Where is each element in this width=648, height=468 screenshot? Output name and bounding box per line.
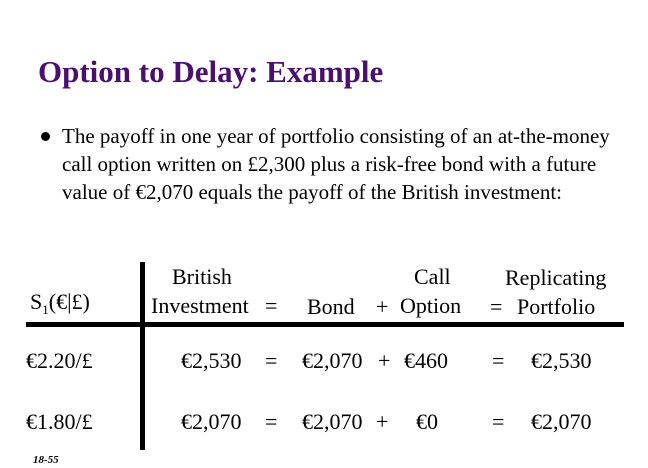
header-spot-rate [30,289,90,315]
header-replicating-line1: Replicating [505,265,607,290]
row2-rate: €1.80/£ [26,409,93,434]
row2-equals-2: = [492,409,505,434]
header-s-unit: (€|£) [48,289,90,314]
row2-option: €0 [416,409,438,434]
bullet-text: The payoff in one year of portfolio consisting of an at-the-money call option written on £2,300 plus a risk-free bond with a future value of €2,070 equals the payoff of the British investment: [62,124,610,204]
header-call-line1: Call [414,264,451,289]
table-horizontal-rule [26,322,624,327]
header-replicating-line2: Portfolio [517,294,596,319]
row2-plus: + [376,409,389,434]
header-equals-1: = [265,293,278,318]
row1-british: €2,530 [181,348,242,373]
header-call-line2: Option [400,293,462,318]
row1-option: €460 [404,348,448,373]
slide-number: 18-55 [33,454,59,466]
row1-bond: €2,070 [302,348,363,373]
row2-portfolio: €2,070 [531,409,592,434]
header-british-line1: British [172,264,232,289]
row1-rate: €2.20/£ [26,348,93,373]
row2-equals-1: = [265,409,278,434]
row2-british: €2,070 [181,409,242,434]
row1-plus: + [378,348,391,373]
header-bond: Bond [307,294,355,319]
row1-portfolio: €2,530 [531,348,592,373]
bullet-icon [41,132,50,141]
table-vertical-rule [140,262,145,450]
row2-bond: €2,070 [302,409,363,434]
header-s-subscript: 1 [42,302,49,317]
slide-title: Option to Delay: Example [38,54,384,89]
header-plus: + [376,294,389,319]
row1-equals-1: = [265,348,278,373]
header-equals-2: = [490,294,503,319]
row1-equals-2: = [492,348,505,373]
header-british-line2: Investment [151,293,249,318]
header-s-symbol: S [30,289,43,314]
